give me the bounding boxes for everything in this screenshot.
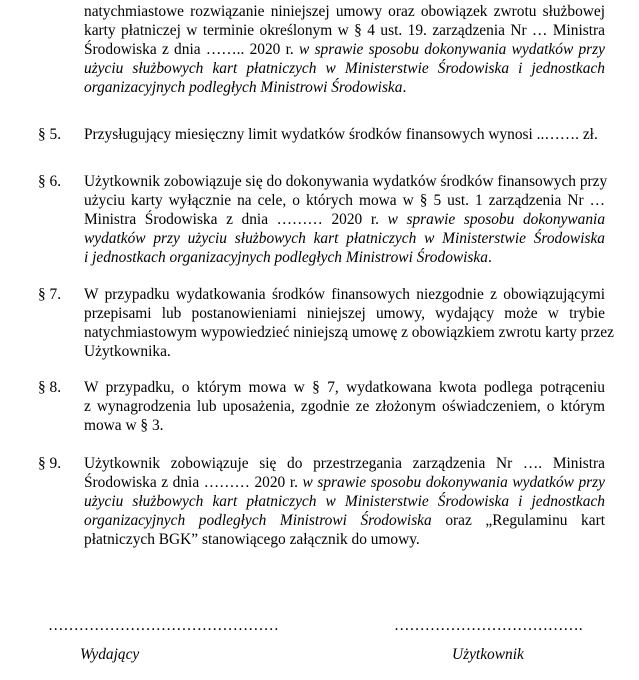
text: Środowiska z dnia ……… 2020 r. [84,474,303,491]
signature-line-issuer: ……………………………………… [48,617,279,634]
italic-text: i jednostkach organizacyjnych podległych Ministrowi Środowiska [84,249,488,266]
text-line [84,473,605,492]
signature-line-user: ………………………………. [394,617,583,634]
text: karty płatniczej w terminie określonym w § 4 ust. 19. zarządzenia Nr … Ministra [84,22,605,39]
text: mowa w § 3. [84,417,164,434]
text: . [487,249,492,266]
text-line [84,454,605,473]
text: Użytkownik zobowiązuje się do przestrzegania zarządzenia Nr …. Ministra [84,455,605,472]
text-line [84,511,605,530]
text-line [84,248,605,267]
text-line [84,416,605,435]
signature-label-issuer: Wydający [80,646,140,663]
text: płatniczych BGK” stanowiącego załącznik do umowy. [84,531,420,548]
section-number: § 9. [38,455,62,472]
text-line [84,323,614,342]
text: oraz „Regulaminu kart [431,512,605,529]
text: Użytkownika. [84,343,171,360]
text: natychmiastowym wypowiedzieć niniejszą umowę z obowiązkiem zwrotu karty przez [84,324,614,341]
text: Środowiska z dnia …….. 2020 r. [84,41,300,58]
signature-label-user: Użytkownik [452,646,524,663]
italic-text: organizacyjnych podległych Ministrowi Środowiska [84,79,403,96]
text: Użytkownik zobowiązuje się do dokonywania wydatków środków finansowych przy [84,173,608,190]
section-number: § 5. [38,126,62,143]
text-line [84,21,605,40]
italic-text: w sprawie sposobu dokonywania [387,211,606,228]
italic-text: użyciu służbowych kart płatniczych w Ministerstwie Środowiska i jednostkach [84,493,605,510]
section-9-text [84,454,605,549]
text-line [84,229,605,248]
text-line [84,304,605,323]
text-line [84,210,605,229]
text-line [84,530,605,549]
text: W przypadku, o którym mowa w § 7, wydatkowana kwota podlega potrąceniu [84,379,605,396]
text-line [84,125,605,144]
italic-text: w sprawie sposobu dokonywania wydatków przy [299,41,605,58]
italic-text: użyciu służbowych kart płatniczych w Ministerstwie Środowiska i jednostkach [84,60,605,77]
text-line [84,285,605,304]
section-number: § 7. [38,286,62,303]
text: Przysługujący miesięczny limit wydatków środków finansowych wynosi ..……. zł. [84,126,598,143]
text-line [84,191,605,210]
italic-text: organizacyjnych podległych Ministrowi Środowiska [84,512,432,529]
text: W przypadku wydatkowania środków finansowych niezgodnie z obowiązującymi [84,286,605,303]
continuation-paragraph [84,2,605,97]
text: użyciu karty wyłącznie na cele, o których mowa w § 5 ust. 1 zarządzenia Nr … [84,192,605,209]
text-line [84,492,605,511]
text-line [84,342,605,361]
text-line [84,172,608,191]
section-6-text [84,172,608,267]
section-number: § 6. [38,173,62,190]
text: . [402,79,407,96]
text-line [84,59,605,78]
section-number: § 8. [38,379,62,396]
text-line [84,2,605,21]
text: z wynagrodzenia lub uposażenia, zgodnie ze złożonym oświadczeniem, o którym [84,398,605,415]
section-8-text [84,378,605,435]
text: przepisami lub postanowieniami niniejszej umowy, wydający może w trybie [84,305,605,322]
italic-text: w sprawie sposobu dokonywania wydatków przy [302,474,605,491]
italic-text: wydatków przy użyciu służbowych kart płatniczych w Ministerstwie Środowiska [84,230,605,247]
text-line [84,40,605,59]
text-line [84,397,605,416]
section-7-text [84,285,614,361]
text-line [84,378,605,397]
section-5-text [84,125,605,144]
text: Ministra Środowiska z dnia ……… 2020 r. [84,211,388,228]
text: natychmiastowe rozwiązanie niniejszej umowy oraz obowiązek zwrotu służbowej [84,3,605,20]
text-line [84,78,605,97]
